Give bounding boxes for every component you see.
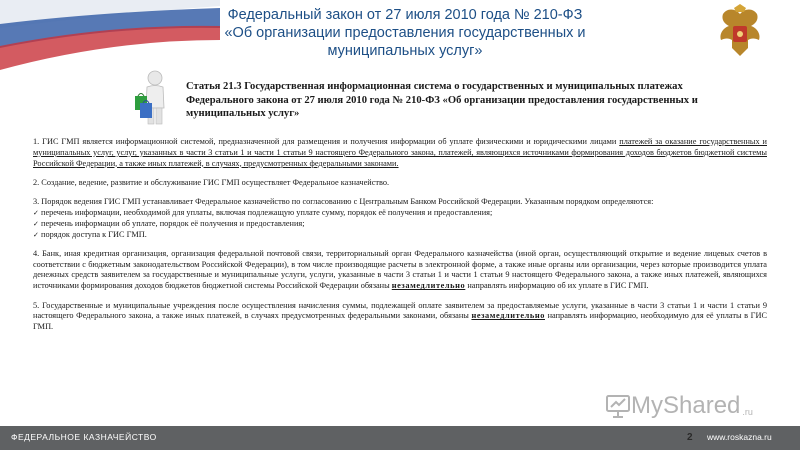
slide-title [170,6,640,60]
paragraph-1-underlined: платежей за оказание государственных и муниципальных услуг, услуг, указанных в части 3 статьи 1 и части 1 статьи 9 настоящего Федерального закона, платежей, являющихся источниками формирования доходов бюджетов бюджетной системы Российской Федерации, а также иных платежей, в случаях, предусмотренных федеральными законами. [33,137,767,168]
article-body [33,137,767,341]
list-item: ✓ перечень информации, необходимой для уплаты, включая подлежащую уплате сумму, порядок её получения и предоставления; [33,208,767,219]
paragraph-5-tail: направлять информацию, необходимую для её уплаты в ГИС ГМП. [33,311,767,332]
title-line-3: муниципальных услуг» [327,43,483,59]
list-item: ✓ перечень информации об уплате, порядок её получения и предоставления; [33,219,767,230]
list-item: ✓ порядок доступа к ГИС ГМП. [33,230,767,241]
paragraph-1 [33,137,767,169]
paragraph-5-lead: 5. Государственные и муниципальные учреждения после осуществления начисления суммы, подлежащей оплате заявителем за предоставляемые услуги, указанные в части 3 статьи 1 и части 1 статьи 9 настоящего Федерального закона, а также иных платежей, в случаях предусмотренных федеральными законами, обязаны [33,300,767,321]
paragraph-4-lead: 4. Банк, иная кредитная организация, организация федеральной почтовой связи, территориальный орган Федерального казначейства (иной орган, осуществляющий открытие и ведение лицевых счетов в соответствии с бюджетным законодательством Российской Федерации), в том числе производящие расчеты в электронной форме, а также иные органы или организации, через которые производится уплата денежных средств заявителем за государственные и муниципальные услуги, услуги, указанные в части 3 статьи 1 и части 1 статьи 9 настоящего Федерального закона, а также иных платежей, являющихся источниками формирования доходов бюджетов бюджетной системы Российской Федерации обязаны [33,248,767,291]
watermark-text: MyShared [631,392,741,419]
footer-website-link[interactable]: www.roskazna.ru [707,432,772,442]
watermark-suffix: .ru [742,407,753,417]
double-headed-eagle-emblem-icon [715,4,765,62]
title-line-1: Федеральный закон от 27 июля 2010 года № 210-ФЗ [227,7,583,23]
paragraph-3: 3. Порядок ведения ГИС ГМП устанавливает Федеральное казначейство по согласованию с Центральным Банком Российской Федерации. Указанным порядком определяются: [33,197,654,207]
presentation-icon [605,393,631,419]
paragraph-4-tail: направлять информацию об их уплате в ГИС ГМП. [465,281,649,291]
footer-org-name: ФЕДЕРАЛЬНОЕ КАЗНАЧЕЙСТВО [11,432,157,442]
paragraph-2: 2. Создание, ведение, развитие и обслуживание ГИС ГМП осуществляет Федеральное казначейство. [33,177,390,187]
paragraph-5-emphasis: незамедлительно [471,311,545,321]
myshared-watermark [605,392,753,420]
paragraph-1-lead: 1. ГИС ГМП является информационной системой, предназначенной для размещения и получения информации об уплате физическими и юридическими лицами [33,137,620,146]
paragraph-5 [33,301,767,333]
page-number: 2 [687,432,693,443]
paragraph-4-emphasis: незамедлительно [391,281,466,291]
paragraph-4 [33,249,767,292]
title-line-2: «Об организации предоставления государственных и [224,25,586,41]
article-title: Статья 21.3 Государственная информационная система о государственных и муниципальных платежах Федерального закона от 27 июля 2010 года № 210-ФЗ «Об организации предоставления государственных и муниципальных услуг» [186,81,698,119]
person-with-shopping-bags-icon [130,70,180,126]
paragraph-3-list [33,208,767,240]
